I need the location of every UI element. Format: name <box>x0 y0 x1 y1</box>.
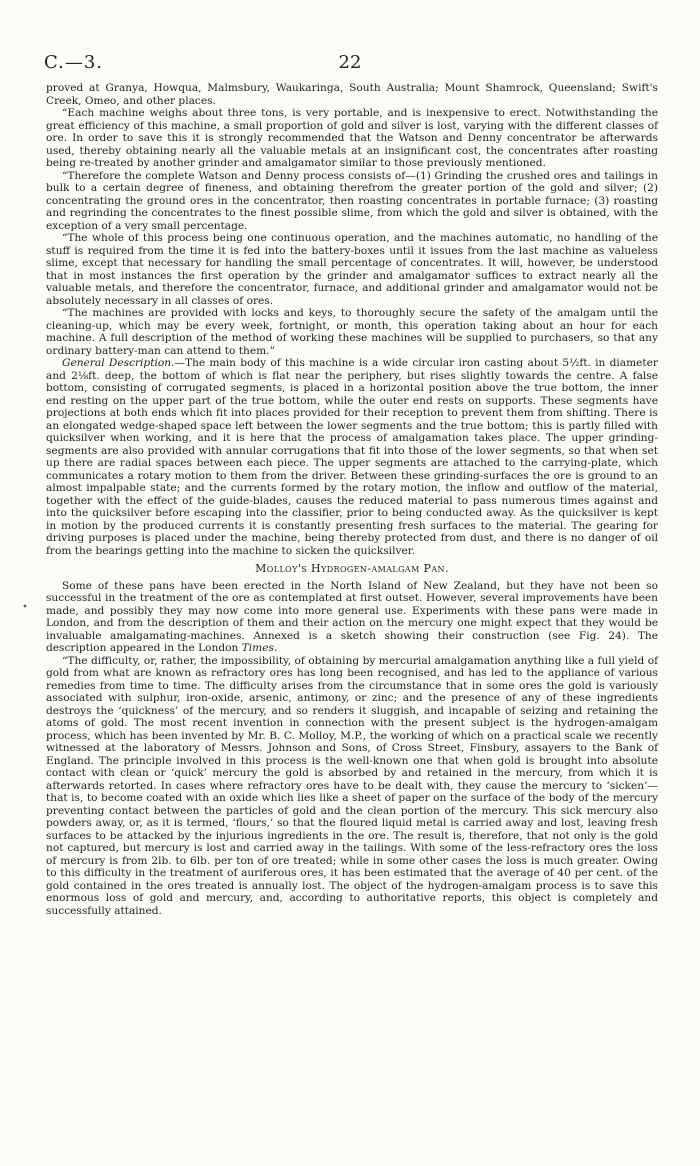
newspaper-title: Times. <box>241 642 278 654</box>
paragraph: “The machines are provided with locks and keys, to thoroughly secure the safety of the amalgam until the cleaning-up, which may be every week, fortnight, or month, this operation taking about an hour for each machine. A full description of the method of working these machines will be supplied to purchasers, so that any ordinary battery-man can attend to them.” <box>46 307 658 357</box>
paragraph: proved at Granya, Howqua, Malmsbury, Waukaringa, South Australia; Mount Shamrock, Queensland; Swift's Creek, Omeo, and other places. <box>46 82 658 107</box>
paragraph-text: Some of these pans have been erected in the North Island of New Zealand, but they have not been so successful in the treatment of the ore as contemplated at first outset. However, several improvements have been made, and possibly they may now come into more general use. Experiments with these pans were made in London, and from the description of them and their action on the mercury one might expect that they would be invaluable amalgamating-machines. Annexed is a sketch showing their construction (see Fig. 24). The description appeared in the London <box>46 579 658 654</box>
page-number: 22 <box>338 52 362 73</box>
paragraph-text: —The main body of this machine is a wide circular iron casting about 5½ft. in diameter and 2⅛ft. deep, the bottom of which is flat near the periphery, but rises slightly towards the centre. A false bottom, consisting of corrugated segments, is placed in a horizontal position above the true bottom, the inner end resting on the upper part of the true bottom, while the outer end rests on supports. These segments have projections at both ends which fit into places provided for their reception to prevent them from shifting. There is an elongated wedge-shaped space left between the lower segments and the true bottom; this is partly filled with quicksilver when working, and it is here that the process of amalgamation takes place. The upper grinding-segments are also provided with annular corrugations that fit into those of the lower segments, so that when set up there are radial spaces between each piece. The upper segments are attached to the carrying-plate, which communicates a rotary motion to them from the driver. Between these grinding-surfaces the ore is ground to an almost impalpable state; and the currents formed by the rotary motion, the inflow and outflow of the material, together with the effect of the guide-blades, causes the reduced material to pass numerous times against and into the quicksilver before escaping into the classifier, prior to being conducted away. As the quicksilver is kept in motion by the produced currents it is constantly presenting fresh surfaces to the material. The gearing for driving purposes is placed under the machine, being thereby protected from dust, and there is no danger of oil from the bearings getting into the machine to sicken the quicksilver. <box>46 357 658 557</box>
section-heading: Molloy's Hydrogen-amalgam Pan. <box>255 562 449 575</box>
subheading-general-description: General Description. <box>62 357 175 369</box>
paragraph <box>46 357 658 557</box>
paragraph: “Each machine weighs about three tons, is very portable, and is inexpensive to erect. Notwithstanding the great efficiency of this machine, a small proportion of gold and silver is lost, varying with the different classes of ore. In order to save this it is strongly recommended that the Watson and Denny concentrator be afterwards used, thereby obtaining nearly all the valuable metals at an insignificant cost, the concentrates after roasting being re-treated by another grinder and amalgamator similar to those previously mentioned. <box>46 107 658 169</box>
paragraph <box>46 580 658 655</box>
page-header <box>44 52 656 76</box>
body-text <box>46 82 658 917</box>
margin-mark: • <box>22 602 28 613</box>
document-reference: C.—3. <box>44 52 104 73</box>
paragraph: “Therefore the complete Watson and Denny process consists of—(1) Grinding the crushed ores and tailings in bulk to a certain degree of fineness, and obtaining therefrom the greater portion of the gold and silver; (2) concentrating the ground ores in the concentrator, then roasting concentrates in portable furnace; (3) roasting and regrinding the concentrates to the finest possible slime, from which the gold and silver is obtained, with the exception of a very small percentage. <box>46 169 658 232</box>
paragraph: “The difficulty, or, rather, the impossibility, of obtaining by mercurial amalgamation anything like a full yield of gold from what are known as refractory ores has long been recognised, and has led to the appliance of various remedies from time to time. The difficulty arises from the circumstance that in some ores the gold is variously associated with sulphur, iron-oxide, arsenic, antimony, or zinc; and the presence of any of these ingredients destroys the ‘quickness’ of the mercury, and so renders it sluggish, and incapable of seizing and retaining the atoms of gold. The most recent invention in connection with the present subject is the hydrogen-amalgam process, which has been invented by Mr. B. C. Molloy, M.P., the working of which on a practical scale we recently witnessed at the laboratory of Messrs. Johnson and Sons, of Cross Street, Finsbury, assayers to the Bank of England. The principle involved in this process is the well-known one that when gold is brought into absolute contact with clean or ‘quick’ mercury the gold is absorbed by and retained in the mercury, from which it is afterwards retorted. In cases where refractory ores have to be dealt with, they cause the mercury to ‘sicken’—that is, to become coated with an oxide which lies like a sheet of paper on the surface of the body of the mercury preventing contact between the particles of gold and the clean portion of the mercury. This sick mercury also powders away, or, as it is termed, ‘flours,’ so that the floured liquid metal is carried away and lost, leaving fresh surfaces to be attacked by the injurious ingredients in the ore. The result is, therefore, that not only is the gold not captured, but mercury is lost and carried away in the tailings. With some of the less-refractory ores the loss of mercury is from 2lb. to 6lb. per ton of ore treated; while in some other cases the loss is much greater. Owing to this difficulty in the treatment of auriferous ores, it has been estimated that the average of 40 per cent. of the gold contained in the ores treated is annually lost. The object of the hydrogen-amalgam process is to save this enormous loss of gold and mercury, and, according to authoritative reports, this object is completely and successfully attained. <box>46 654 658 917</box>
paragraph: “The whole of this process being one continuous operation, and the machines automatic, no handling of the stuff is required from the time it is fed into the battery-boxes until it issues from the last machine as valueless slime, except that necessary for handling the small percentage of concentrates. It will, however, be understood that in most instances the first operation by the grinder and amalgamator suffices to extract nearly all the valuable metals, and therefore the concentrator, furnace, and additional grinder and amalgamator would not be absolutely necessary in all classes of ores. <box>46 232 658 307</box>
